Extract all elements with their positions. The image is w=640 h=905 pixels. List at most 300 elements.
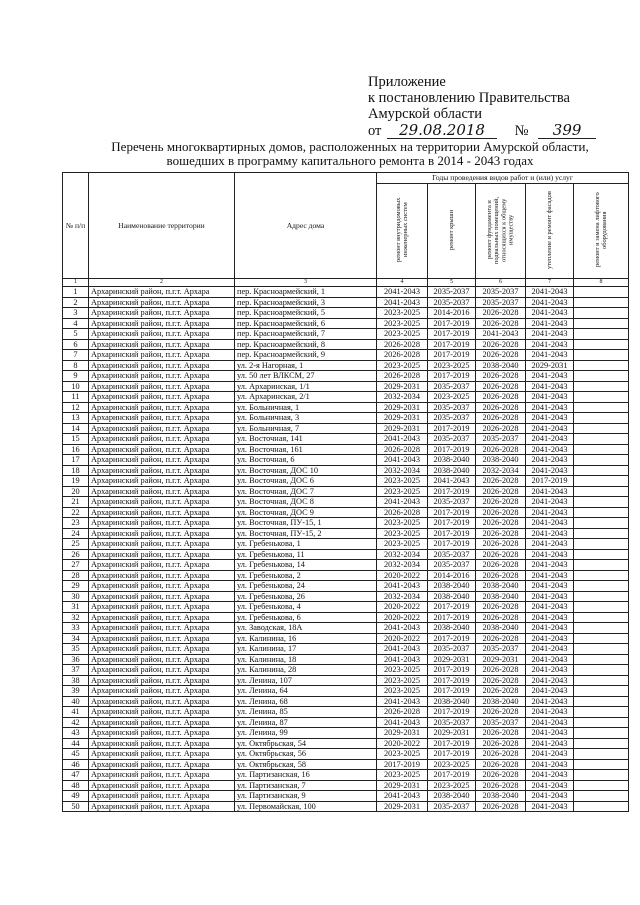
address-cell: ул. Гребенькова, 1	[235, 539, 377, 550]
table-row	[63, 644, 629, 655]
address-cell: ул. Ленина, 64	[235, 686, 377, 697]
row-number: 46	[63, 759, 89, 770]
title-line-1: Перечень многоквартирных домов, расположенных на территории Амурской области,	[111, 139, 589, 154]
elevator-years	[574, 455, 629, 466]
territory-cell: Архаринский район, п.г.т. Архара	[89, 686, 235, 697]
territory-cell: Архаринский район, п.г.т. Архара	[89, 528, 235, 539]
engineering-years: 2023-2025	[377, 770, 428, 781]
address-cell: ул. Гребенькова, 4	[235, 602, 377, 613]
elevator-years	[574, 759, 629, 770]
roof-years: 2017-2019	[428, 686, 476, 697]
appendix-region: Амурской области	[368, 106, 482, 122]
engineering-years: 2026-2028	[377, 444, 428, 455]
roof-years: 2017-2019	[428, 539, 476, 550]
address-cell: ул. Больничная, 7	[235, 423, 377, 434]
table-row	[63, 402, 629, 413]
roof-years: 2017-2019	[428, 602, 476, 613]
header-engineering: ремонт внутридомовых инженерных систем	[377, 183, 428, 279]
elevator-years	[574, 654, 629, 665]
row-number: 3	[63, 308, 89, 319]
engineering-years: 2023-2025	[377, 518, 428, 529]
header-basement: ремонт фундамента и подвальных помещений, относящихся к общему имуществу	[476, 183, 526, 279]
engineering-years: 2029-2031	[377, 381, 428, 392]
row-number: 39	[63, 686, 89, 697]
roof-years: 2035-2037	[428, 560, 476, 571]
row-number: 5	[63, 329, 89, 340]
row-number: 44	[63, 738, 89, 749]
basement-years: 2026-2028	[476, 686, 526, 697]
basement-years: 2026-2028	[476, 759, 526, 770]
basement-years: 2026-2028	[476, 444, 526, 455]
address-cell: ул. Калинина, 17	[235, 644, 377, 655]
territory-cell: Архаринский район, п.г.т. Архара	[89, 539, 235, 550]
engineering-years: 2041-2043	[377, 297, 428, 308]
territory-cell: Архаринский район, п.г.т. Архара	[89, 497, 235, 508]
facade-years: 2041-2043	[526, 423, 574, 434]
col-number: 8	[574, 279, 629, 287]
address-cell: ул. Калинина, 28	[235, 665, 377, 676]
handwritten-date: 29.08.2018	[387, 122, 497, 139]
engineering-years: 2023-2025	[377, 749, 428, 760]
column-number-row	[63, 279, 629, 287]
row-number: 26	[63, 549, 89, 560]
address-cell: ул. 2-я Нагорная, 1	[235, 360, 377, 371]
basement-years: 2035-2037	[476, 434, 526, 445]
roof-years: 2017-2019	[428, 318, 476, 329]
facade-years: 2041-2043	[526, 350, 574, 361]
engineering-years: 2041-2043	[377, 644, 428, 655]
row-number: 45	[63, 749, 89, 760]
engineering-years: 2017-2019	[377, 759, 428, 770]
territory-cell: Архаринский район, п.г.т. Архара	[89, 623, 235, 634]
header-elevator: ремонт и замена лифтового оборудования	[574, 183, 629, 279]
table-row	[63, 581, 629, 592]
col-number: 4	[377, 279, 428, 287]
header-years-group: Годы проведения видов работ и (или) услуг	[377, 173, 629, 184]
territory-cell: Архаринский район, п.г.т. Архара	[89, 329, 235, 340]
facade-years: 2041-2043	[526, 791, 574, 802]
row-number: 24	[63, 528, 89, 539]
basement-years: 2026-2028	[476, 371, 526, 382]
elevator-years	[574, 318, 629, 329]
engineering-years: 2032-2034	[377, 465, 428, 476]
roof-years: 2017-2019	[428, 665, 476, 676]
elevator-years	[574, 665, 629, 676]
facade-years: 2041-2043	[526, 392, 574, 403]
territory-cell: Архаринский район, п.г.т. Архара	[89, 507, 235, 518]
row-number: 9	[63, 371, 89, 382]
address-cell: ул. Гребенькова, 26	[235, 591, 377, 602]
elevator-years	[574, 476, 629, 487]
engineering-years: 2026-2028	[377, 507, 428, 518]
territory-cell: Архаринский район, п.г.т. Архара	[89, 759, 235, 770]
engineering-years: 2041-2043	[377, 581, 428, 592]
territory-cell: Архаринский район, п.г.т. Архара	[89, 297, 235, 308]
elevator-years	[574, 465, 629, 476]
table-row	[63, 528, 629, 539]
elevator-years	[574, 518, 629, 529]
elevator-years	[574, 570, 629, 581]
basement-years: 2029-2031	[476, 654, 526, 665]
roof-years: 2029-2031	[428, 654, 476, 665]
elevator-years	[574, 791, 629, 802]
elevator-years	[574, 717, 629, 728]
row-number: 40	[63, 696, 89, 707]
engineering-years: 2020-2022	[377, 570, 428, 581]
address-cell: ул. Партизанская, 9	[235, 791, 377, 802]
engineering-years: 2029-2031	[377, 423, 428, 434]
col-number: 2	[89, 279, 235, 287]
table-row	[63, 308, 629, 319]
facade-years: 2041-2043	[526, 728, 574, 739]
engineering-years: 2029-2031	[377, 413, 428, 424]
handwritten-number: 399	[538, 122, 596, 139]
roof-years: 2035-2037	[428, 402, 476, 413]
roof-years: 2017-2019	[428, 738, 476, 749]
elevator-years	[574, 581, 629, 592]
basement-years: 2026-2028	[476, 707, 526, 718]
elevator-years	[574, 633, 629, 644]
address-cell: ул. Восточная, ПУ-15, 1	[235, 518, 377, 529]
basement-years: 2038-2040	[476, 455, 526, 466]
row-number: 15	[63, 434, 89, 445]
engineering-years: 2026-2028	[377, 350, 428, 361]
facade-years: 2041-2043	[526, 371, 574, 382]
engineering-years: 2032-2034	[377, 549, 428, 560]
facade-years: 2041-2043	[526, 497, 574, 508]
territory-cell: Архаринский район, п.г.т. Архара	[89, 549, 235, 560]
houses-table	[62, 172, 629, 812]
elevator-years	[574, 497, 629, 508]
roof-years: 2035-2037	[428, 297, 476, 308]
row-number: 13	[63, 413, 89, 424]
col-number: 7	[526, 279, 574, 287]
table-row	[63, 413, 629, 424]
address-cell: ул. Первомайская, 100	[235, 801, 377, 812]
roof-years: 2017-2019	[428, 371, 476, 382]
facade-years: 2041-2043	[526, 507, 574, 518]
engineering-years: 2023-2025	[377, 308, 428, 319]
header-territory: Наименование территории	[89, 173, 235, 279]
elevator-years	[574, 444, 629, 455]
basement-years: 2026-2028	[476, 560, 526, 571]
address-cell: ул. Восточная, ДОС 9	[235, 507, 377, 518]
address-cell: ул. Октябрьская, 56	[235, 749, 377, 760]
territory-cell: Архаринский район, п.г.т. Архара	[89, 644, 235, 655]
basement-years: 2035-2037	[476, 717, 526, 728]
territory-cell: Архаринский район, п.г.т. Архара	[89, 633, 235, 644]
basement-years: 2038-2040	[476, 791, 526, 802]
address-cell: ул. Ленина, 68	[235, 696, 377, 707]
address-cell: ул. Восточная, 161	[235, 444, 377, 455]
territory-cell: Архаринский район, п.г.т. Архара	[89, 413, 235, 424]
elevator-years	[574, 770, 629, 781]
roof-years: 2035-2037	[428, 801, 476, 812]
engineering-years: 2032-2034	[377, 560, 428, 571]
basement-years: 2026-2028	[476, 528, 526, 539]
basement-years: 2026-2028	[476, 339, 526, 350]
table-row	[63, 759, 629, 770]
facade-years: 2017-2019	[526, 476, 574, 487]
table-row	[63, 381, 629, 392]
territory-cell: Архаринский район, п.г.т. Архара	[89, 791, 235, 802]
facade-years: 2041-2043	[526, 308, 574, 319]
table-row	[63, 560, 629, 571]
engineering-years: 2023-2025	[377, 360, 428, 371]
elevator-years	[574, 528, 629, 539]
row-number: 4	[63, 318, 89, 329]
elevator-years	[574, 749, 629, 760]
col-number: 3	[235, 279, 377, 287]
roof-years: 2017-2019	[428, 633, 476, 644]
territory-cell: Архаринский район, п.г.т. Архара	[89, 738, 235, 749]
engineering-years: 2041-2043	[377, 696, 428, 707]
engineering-years: 2026-2028	[377, 339, 428, 350]
address-cell: ул. 50 лет ВЛКСМ, 27	[235, 371, 377, 382]
basement-years: 2026-2028	[476, 780, 526, 791]
address-cell: ул. Гребенькова, 11	[235, 549, 377, 560]
roof-years: 2017-2019	[428, 518, 476, 529]
facade-years: 2041-2043	[526, 413, 574, 424]
roof-years: 2038-2040	[428, 465, 476, 476]
from-label: от	[368, 123, 382, 139]
facade-years: 2041-2043	[526, 749, 574, 760]
facade-years: 2041-2043	[526, 455, 574, 466]
elevator-years	[574, 591, 629, 602]
territory-cell: Архаринский район, п.г.т. Архара	[89, 591, 235, 602]
elevator-years	[574, 507, 629, 518]
engineering-years: 2023-2025	[377, 329, 428, 340]
basement-years: 2026-2028	[476, 570, 526, 581]
row-number: 37	[63, 665, 89, 676]
roof-years: 2038-2040	[428, 591, 476, 602]
address-cell: ул. Октябрьская, 58	[235, 759, 377, 770]
elevator-years	[574, 560, 629, 571]
row-number: 28	[63, 570, 89, 581]
basement-years: 2032-2034	[476, 465, 526, 476]
territory-cell: Архаринский район, п.г.т. Архара	[89, 581, 235, 592]
elevator-years	[574, 539, 629, 550]
row-number: 42	[63, 717, 89, 728]
facade-years: 2041-2043	[526, 581, 574, 592]
basement-years: 2026-2028	[476, 728, 526, 739]
header-num: № п/п	[63, 173, 89, 279]
territory-cell: Архаринский район, п.г.т. Архара	[89, 801, 235, 812]
engineering-years: 2029-2031	[377, 728, 428, 739]
basement-years: 2038-2040	[476, 360, 526, 371]
facade-years: 2041-2043	[526, 623, 574, 634]
table-row	[63, 570, 629, 581]
elevator-years	[574, 297, 629, 308]
row-number: 30	[63, 591, 89, 602]
territory-cell: Архаринский район, п.г.т. Архара	[89, 318, 235, 329]
address-cell: ул. Ленина, 85	[235, 707, 377, 718]
address-cell: ул. Восточная, ДОС 10	[235, 465, 377, 476]
table-row	[63, 728, 629, 739]
facade-years: 2041-2043	[526, 444, 574, 455]
table-row	[63, 612, 629, 623]
basement-years: 2038-2040	[476, 591, 526, 602]
basement-years: 2026-2028	[476, 602, 526, 613]
roof-years: 2017-2019	[428, 749, 476, 760]
roof-years: 2014-2016	[428, 570, 476, 581]
basement-years: 2026-2028	[476, 350, 526, 361]
roof-years: 2041-2043	[428, 476, 476, 487]
row-number: 38	[63, 675, 89, 686]
address-cell: ул. Калинина, 18	[235, 654, 377, 665]
territory-cell: Архаринский район, п.г.т. Архара	[89, 381, 235, 392]
territory-cell: Архаринский район, п.г.т. Архара	[89, 675, 235, 686]
engineering-years: 2020-2022	[377, 738, 428, 749]
roof-years: 2038-2040	[428, 696, 476, 707]
table-row	[63, 738, 629, 749]
engineering-years: 2029-2031	[377, 402, 428, 413]
facade-years: 2041-2043	[526, 717, 574, 728]
facade-years: 2041-2043	[526, 612, 574, 623]
engineering-years: 2029-2031	[377, 780, 428, 791]
territory-cell: Архаринский район, п.г.т. Архара	[89, 465, 235, 476]
roof-years: 2014-2016	[428, 308, 476, 319]
territory-cell: Архаринский район, п.г.т. Архара	[89, 717, 235, 728]
facade-years: 2041-2043	[526, 486, 574, 497]
engineering-years: 2020-2022	[377, 633, 428, 644]
basement-years: 2026-2028	[476, 318, 526, 329]
facade-years: 2041-2043	[526, 518, 574, 529]
facade-years: 2041-2043	[526, 381, 574, 392]
basement-years: 2026-2028	[476, 486, 526, 497]
basement-years: 2026-2028	[476, 633, 526, 644]
roof-years: 2035-2037	[428, 717, 476, 728]
roof-years: 2023-2025	[428, 360, 476, 371]
facade-years: 2041-2043	[526, 696, 574, 707]
address-cell: пер. Красноармейский, 6	[235, 318, 377, 329]
facade-years: 2041-2043	[526, 675, 574, 686]
row-number: 12	[63, 402, 89, 413]
row-number: 1	[63, 287, 89, 298]
table-row	[63, 318, 629, 329]
address-cell: пер. Красноармейский, 7	[235, 329, 377, 340]
facade-years: 2041-2043	[526, 297, 574, 308]
territory-cell: Архаринский район, п.г.т. Архара	[89, 770, 235, 781]
basement-years: 2038-2040	[476, 623, 526, 634]
address-cell: ул. Восточная, ПУ-15, 2	[235, 528, 377, 539]
col-number: 6	[476, 279, 526, 287]
territory-cell: Архаринский район, п.г.т. Архара	[89, 707, 235, 718]
facade-years: 2041-2043	[526, 801, 574, 812]
territory-cell: Архаринский район, п.г.т. Архара	[89, 518, 235, 529]
roof-years: 2023-2025	[428, 759, 476, 770]
table-row	[63, 602, 629, 613]
elevator-years	[574, 371, 629, 382]
address-cell: пер. Красноармейский, 8	[235, 339, 377, 350]
basement-years: 2026-2028	[476, 675, 526, 686]
table-row	[63, 591, 629, 602]
appendix-date-row	[368, 122, 596, 139]
table-row	[63, 623, 629, 634]
table-row	[63, 486, 629, 497]
facade-years: 2041-2043	[526, 465, 574, 476]
appendix-decree: к постановлению Правительства	[368, 90, 570, 106]
address-cell: ул. Гребенькова, 6	[235, 612, 377, 623]
engineering-years: 2041-2043	[377, 455, 428, 466]
elevator-years	[574, 612, 629, 623]
row-number: 2	[63, 297, 89, 308]
roof-years: 2038-2040	[428, 791, 476, 802]
roof-years: 2035-2037	[428, 644, 476, 655]
table-row	[63, 392, 629, 403]
roof-years: 2017-2019	[428, 444, 476, 455]
facade-years: 2041-2043	[526, 780, 574, 791]
row-number: 14	[63, 423, 89, 434]
facade-years: 2041-2043	[526, 539, 574, 550]
elevator-years	[574, 423, 629, 434]
territory-cell: Архаринский район, п.г.т. Архара	[89, 612, 235, 623]
territory-cell: Архаринский район, п.г.т. Архара	[89, 350, 235, 361]
row-number: 47	[63, 770, 89, 781]
territory-cell: Архаринский район, п.г.т. Архара	[89, 560, 235, 571]
row-number: 32	[63, 612, 89, 623]
row-number: 36	[63, 654, 89, 665]
basement-years: 2026-2028	[476, 476, 526, 487]
engineering-years: 2032-2034	[377, 392, 428, 403]
address-cell: ул. Калинина, 16	[235, 633, 377, 644]
table-row	[63, 770, 629, 781]
address-cell: ул. Восточная, ДОС 7	[235, 486, 377, 497]
address-cell: ул. Заводская, 18А	[235, 623, 377, 634]
engineering-years: 2023-2025	[377, 665, 428, 676]
engineering-years: 2020-2022	[377, 612, 428, 623]
table-row	[63, 518, 629, 529]
engineering-years: 2023-2025	[377, 686, 428, 697]
address-cell: ул. Восточная, ДОС 6	[235, 476, 377, 487]
header-address: Адрес дома	[235, 173, 377, 279]
table-row	[63, 675, 629, 686]
basement-years: 2038-2040	[476, 696, 526, 707]
table-row	[63, 476, 629, 487]
row-number: 17	[63, 455, 89, 466]
engineering-years: 2032-2034	[377, 591, 428, 602]
row-number: 19	[63, 476, 89, 487]
engineering-years: 2026-2028	[377, 371, 428, 382]
facade-years: 2041-2043	[526, 434, 574, 445]
address-cell: ул. Больничная, 3	[235, 413, 377, 424]
roof-years: 2017-2019	[428, 675, 476, 686]
title-line-2: вошедших в программу капитального ремонта в 2014 - 2043 годах	[166, 153, 534, 168]
engineering-years: 2041-2043	[377, 434, 428, 445]
territory-cell: Архаринский район, п.г.т. Архара	[89, 434, 235, 445]
address-cell: ул. Ленина, 107	[235, 675, 377, 686]
elevator-years	[574, 801, 629, 812]
facade-years: 2041-2043	[526, 654, 574, 665]
territory-cell: Архаринский район, п.г.т. Архара	[89, 455, 235, 466]
row-number: 23	[63, 518, 89, 529]
elevator-years	[574, 486, 629, 497]
territory-cell: Архаринский район, п.г.т. Архара	[89, 570, 235, 581]
basement-years: 2026-2028	[476, 381, 526, 392]
table-row	[63, 717, 629, 728]
basement-years: 2035-2037	[476, 644, 526, 655]
basement-years: 2026-2028	[476, 402, 526, 413]
elevator-years	[574, 549, 629, 560]
roof-years: 2017-2019	[428, 507, 476, 518]
engineering-years: 2023-2025	[377, 476, 428, 487]
basement-years: 2038-2040	[476, 581, 526, 592]
row-number: 10	[63, 381, 89, 392]
territory-cell: Архаринский район, п.г.т. Архара	[89, 308, 235, 319]
row-number: 22	[63, 507, 89, 518]
roof-years: 2017-2019	[428, 339, 476, 350]
roof-years: 2035-2037	[428, 381, 476, 392]
